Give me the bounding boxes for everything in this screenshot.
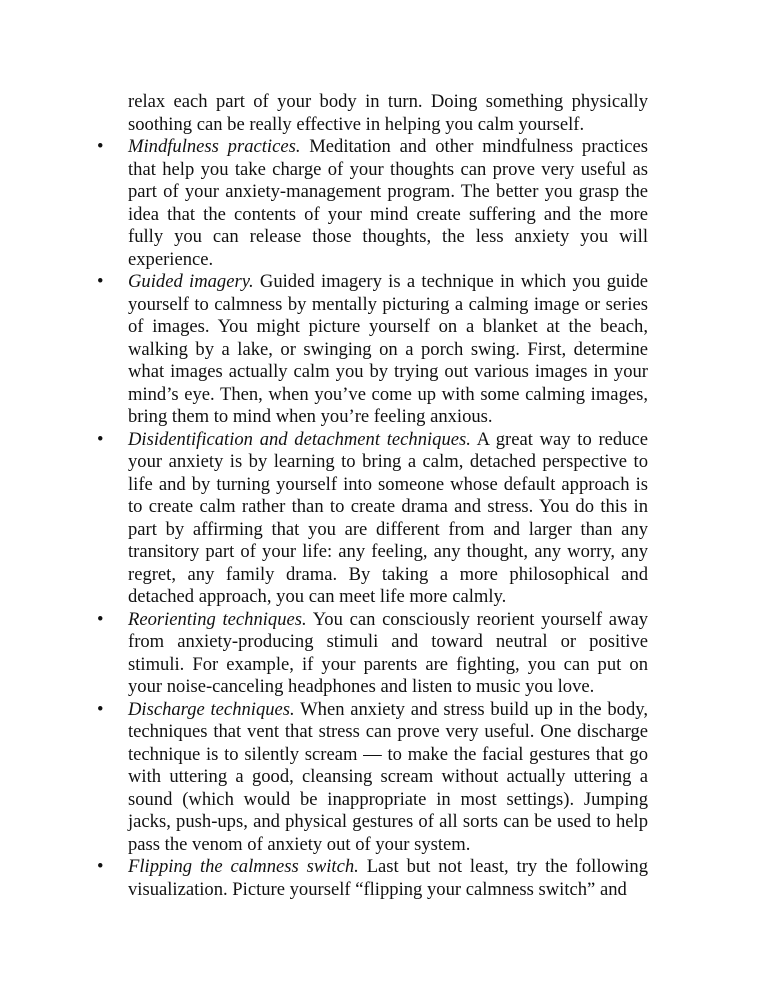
list-item-discharge bbox=[97, 699, 648, 857]
item-heading: Reorienting techniques. bbox=[128, 608, 307, 630]
list-item-disidentification bbox=[97, 429, 648, 609]
bullet-icon: • bbox=[97, 856, 104, 877]
item-heading: Flipping the calmness switch. bbox=[128, 856, 359, 877]
list-item-body bbox=[128, 609, 648, 699]
item-heading: Mindfulness practices. bbox=[128, 136, 301, 157]
item-heading: Disidentification and detachment techniques. bbox=[128, 428, 471, 450]
list-item-calmness-switch bbox=[97, 856, 648, 901]
bullet-icon: • bbox=[97, 428, 104, 450]
list-item-body bbox=[128, 699, 648, 857]
continuation-paragraph: relax each part of your body in turn. Doing something physically soothing can be really effective in helping you calm yourself. bbox=[128, 91, 648, 135]
item-text: When anxiety and stress build up in the body, techniques that vent that stress can prove very useful. One discharge technique is to silently scream — to make the facial gestures that go with uttering a good, cleansing scream without actually uttering a sound (which would be inappropriate in most settings). Jumping jacks, push-ups, and physical gestures of all sorts can be used to help pass the venom of anxiety out of your system. bbox=[128, 698, 648, 855]
item-text: Meditation and other mindfulness practices that help you take charge of your thoughts can prove very useful as part of your anxiety-management program. The better you grasp the idea that the contents of your mind create suffering and the more fully you can release those thoughts, the less anxiety you will experience. bbox=[128, 136, 648, 270]
item-text: You can consciously reorient yourself away from anxiety-producing stimuli and toward neutral or positive stimuli. For example, if your parents are fighting, you can put on your noise-canceling headphones and listen to music you love. bbox=[128, 608, 648, 697]
bullet-icon: • bbox=[97, 271, 104, 292]
item-heading: Discharge techniques. bbox=[128, 698, 295, 720]
item-heading: Guided imagery. bbox=[128, 271, 254, 292]
list-item-body bbox=[128, 271, 648, 429]
item-text: A great way to reduce your anxiety is by learning to bring a calm, detached perspective to life and by turning yourself into someone whose default approach is to create calm rather than to create drama and stress. You do this in part by affirming that you are different from and larger than any transitory part of your life: any feeling, any thought, any worry, any regret, any family drama. By taking a more philosophical and detached approach, you can meet life more calmly. bbox=[128, 428, 649, 607]
list-item-reorienting bbox=[97, 609, 648, 699]
bullet-icon: • bbox=[97, 136, 104, 157]
technique-list bbox=[97, 136, 648, 901]
list-item-body bbox=[128, 136, 648, 271]
item-text: Guided imagery is a technique in which you guide yourself to calmness by mentally picturing a calming image or series of images. You might picture yourself on a blanket at the beach, walking by a lake, or swinging on a porch swing. First, determine what images actually calm you by trying out various images in your mind’s eye. Then, when you’ve come up with some calming images, bring them to mind when you’re feeling anxious. bbox=[128, 271, 648, 427]
item-text: Last but not least, try the following visualization. Picture yourself “flipping your calmness switch” and bbox=[128, 856, 648, 900]
bullet-icon: • bbox=[97, 698, 104, 720]
list-item-guided-imagery bbox=[97, 271, 648, 429]
list-item-body bbox=[128, 856, 648, 901]
list-item-body bbox=[128, 429, 648, 609]
page-body bbox=[97, 91, 648, 901]
bullet-icon: • bbox=[97, 608, 104, 630]
list-item-mindfulness bbox=[97, 136, 648, 271]
